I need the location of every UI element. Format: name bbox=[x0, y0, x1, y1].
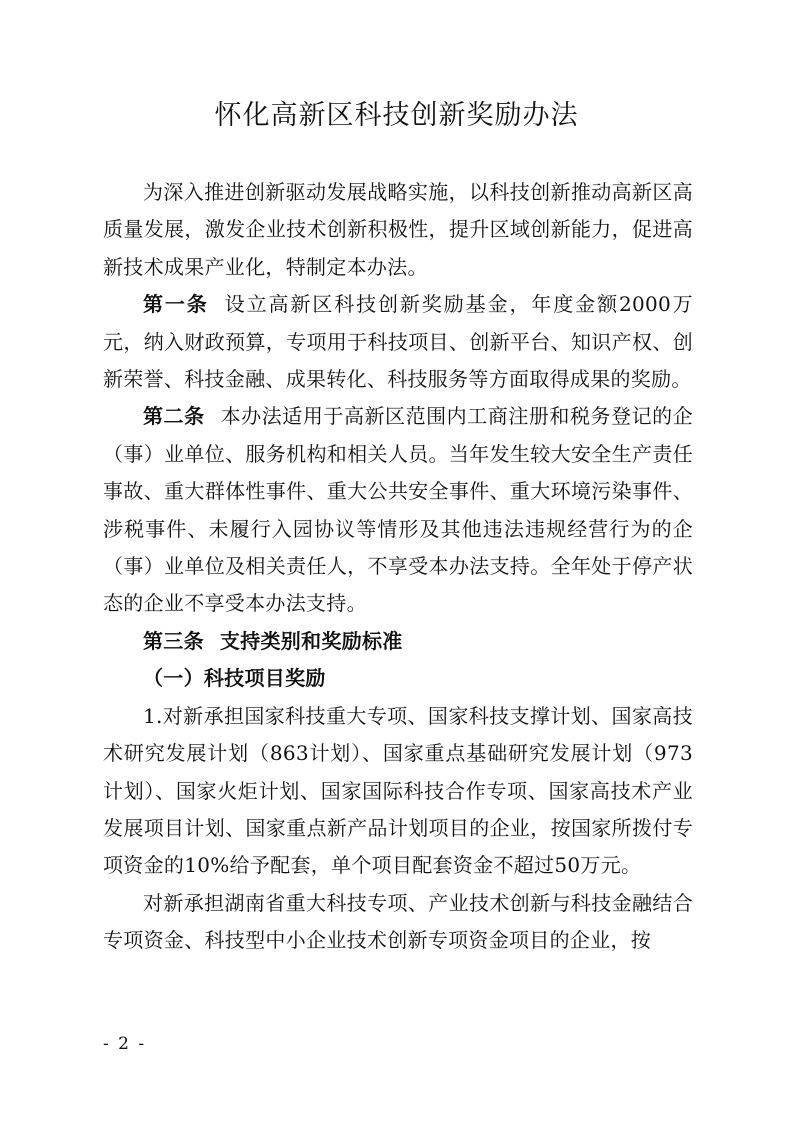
article-3-text: 支持类别和奖励标准 bbox=[219, 628, 403, 653]
article-2-label: 第二条 bbox=[143, 404, 205, 429]
page-number: - 2 - bbox=[103, 1034, 147, 1054]
intro-paragraph: 为深入推进创新驱动发展战略实施，以科技创新推动高新区高质量发展，激发企业技术创新积极性，提升区域创新能力，促进高新技术成果产业化，特制定本办法。 bbox=[103, 180, 693, 279]
item-1-continuation: 对新承担湖南省重大科技专项、产业技术创新与科技金融结合专项资金、科技型中小企业技术创新专项资金项目的企业，按 bbox=[103, 890, 693, 953]
article-3 bbox=[103, 623, 693, 660]
article-1-text: 设立高新区科技创新奖励基金，年度金额2000万元，纳入财政预算，专项用于科技项目、创新平台、知识产权、创新荣誉、科技金融、成果转化、科技服务等方面取得成果的奖励。 bbox=[103, 292, 693, 392]
article-3-label: 第三条 bbox=[143, 628, 204, 653]
page-title: 怀化高新区科技创新奖励办法 bbox=[214, 100, 579, 131]
article-1-label: 第一条 bbox=[143, 292, 209, 317]
item-1-paragraph: 1.对新承担国家科技重大专项、国家科技支撑计划、国家高技术研究发展计划（863计划）、国家重点基础研究发展计划（973计划）、国家火炬计划、国家国际科技合作专项、国家高技术产业发展项目计划、国家重点新产品计划项目的企业，按国家所拨付专项资金的10%给予配套，单个项目配套资金不超过50万元。 bbox=[103, 703, 693, 878]
article-2 bbox=[103, 398, 693, 622]
article-2-text: 本办法适用于高新区范围内工商注册和税务登记的企（事）业单位、服务机构和相关人员。当年发生较大安全生产责任事故、重大群体性事件、重大公共安全事件、重大环境污染事件、涉税事件、未履行入园协议等情形及其他违法违规经营行为的企（事）业单位及相关责任人，不享受本办法支持。全年处于停产状态的企业不享受本办法支持。 bbox=[103, 404, 694, 616]
article-1 bbox=[103, 286, 693, 398]
document-body bbox=[103, 174, 693, 960]
section-1-heading: （一）科技项目奖励 bbox=[143, 666, 326, 691]
